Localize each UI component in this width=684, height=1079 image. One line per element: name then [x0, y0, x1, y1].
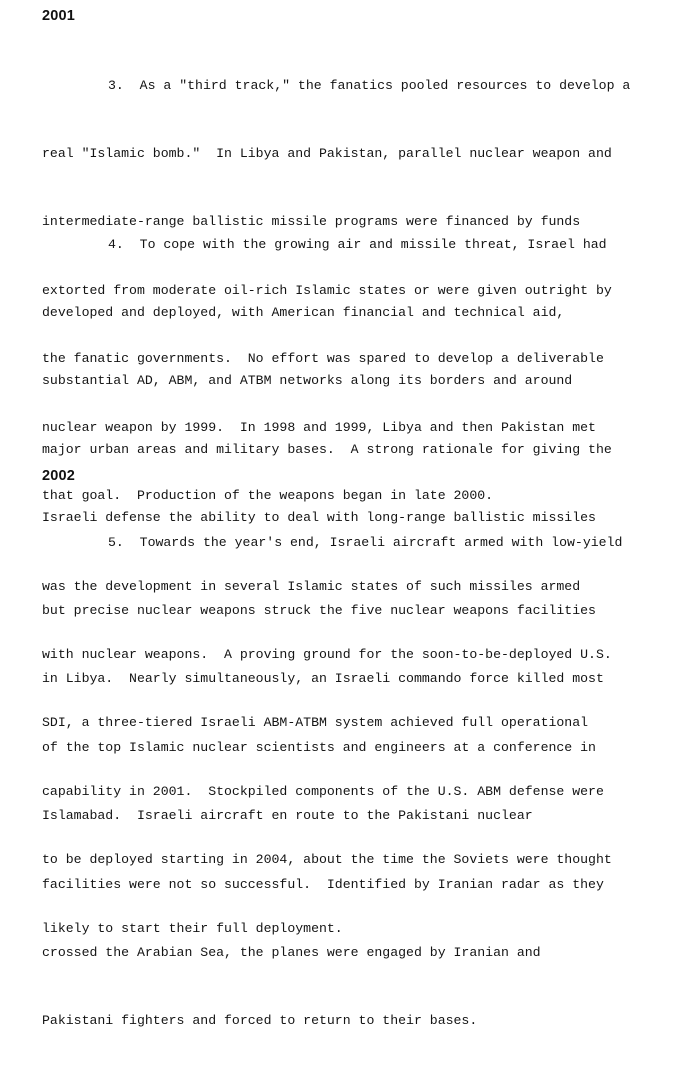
- text-line: nuclear weapon by 1999. In 1998 and 1999, Libya and then Pakistan met: [42, 419, 596, 435]
- text-line: likely to start their full deployment.: [42, 920, 343, 936]
- text-line: real "Islamic bomb." In Libya and Pakistan, parallel nuclear weapon and: [42, 145, 612, 161]
- text-line: the fanatic governments. No effort was spared to develop a deliverable: [42, 351, 604, 367]
- text-line: 4. To cope with the growing air and missile threat, Israel had: [108, 236, 607, 252]
- text-line: Israeli defense the ability to deal with long-range ballistic missiles: [42, 510, 596, 526]
- text-line: was the development in several Islamic states of such missiles armed: [42, 578, 581, 594]
- text-line: 5. Towards the year's end, Israeli aircraft armed with low-yield: [108, 534, 623, 550]
- text-line: Islamabad. Israeli aircraft en route to the Pakistani nuclear: [42, 808, 533, 824]
- text-line: 3. As a "third track," the fanatics pooled resources to develop a: [108, 77, 631, 93]
- section-heading-2001: 2001: [42, 8, 76, 24]
- text-line: to be deployed starting in 2004, about the time the Soviets were thought: [42, 852, 612, 868]
- text-line: capability in 2001. Stockpiled components of the U.S. ABM defense were: [42, 783, 604, 799]
- section-heading-2002: 2002: [42, 468, 76, 484]
- text-line: facilities were not so successful. Identified by Iranian radar as they: [42, 876, 604, 892]
- text-line: that goal. Production of the weapons began in late 2000.: [42, 487, 494, 503]
- text-line: intermediate-range ballistic missile programs were financed by funds: [42, 214, 581, 230]
- text-line: but precise nuclear weapons struck the five nuclear weapons facilities: [42, 602, 596, 618]
- text-line: in Libya. Nearly simultaneously, an Israeli commando force killed most: [42, 671, 604, 687]
- text-line: major urban areas and military bases. A strong rationale for giving the: [42, 441, 612, 457]
- text-line: Pakistani fighters and forced to return to their bases.: [42, 1013, 478, 1029]
- text-line: substantial AD, ABM, and ATBM networks along its borders and around: [42, 373, 573, 389]
- paragraph-5: [42, 486, 622, 1079]
- text-line: developed and deployed, with American financial and technical aid,: [42, 304, 565, 320]
- text-line: of the top Islamic nuclear scientists and engineers at a conference in: [42, 739, 596, 755]
- text-line: extorted from moderate oil-rich Islamic states or were given outright by: [42, 282, 612, 298]
- text-line: with nuclear weapons. A proving ground for the soon-to-be-deployed U.S.: [42, 646, 612, 662]
- text-line: SDI, a three-tiered Israeli ABM-ATBM system achieved full operational: [42, 715, 589, 731]
- text-line: crossed the Arabian Sea, the planes were engaged by Iranian and: [42, 944, 541, 960]
